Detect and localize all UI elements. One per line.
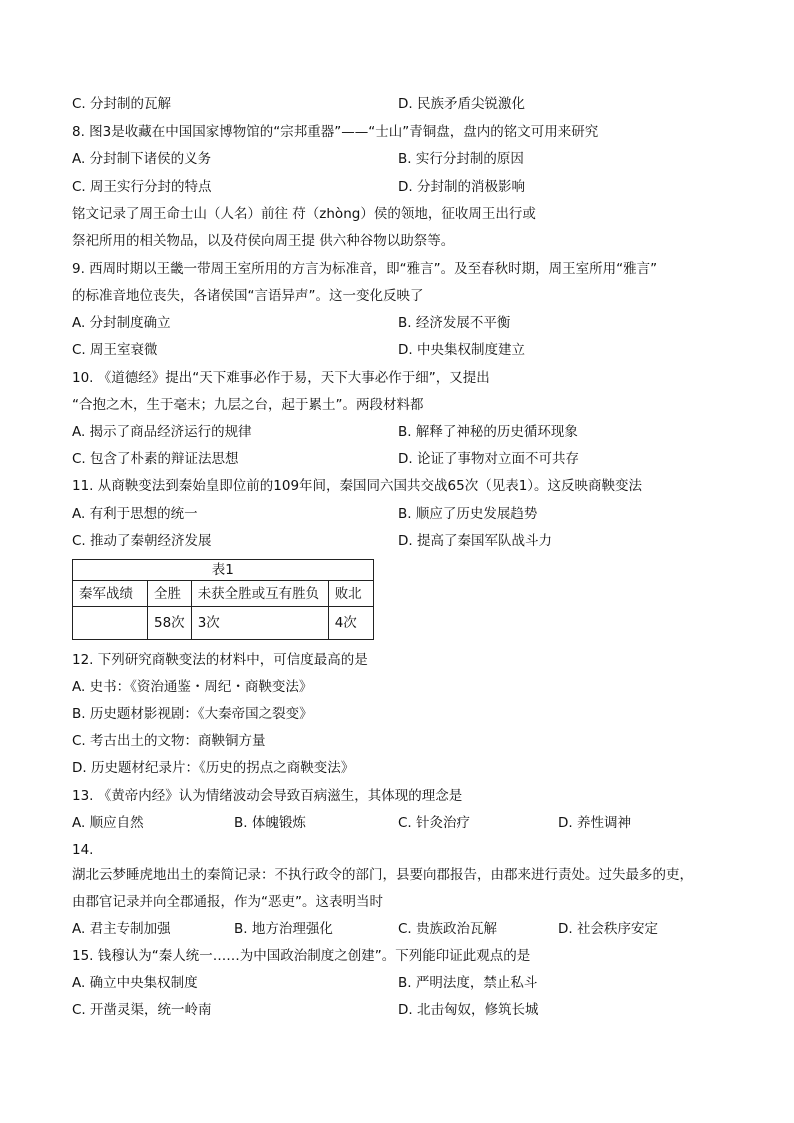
q13-option-c: C. 针灸治疗 bbox=[398, 815, 471, 831]
q11-stem: 11. 从商鞅变法到秦始皇即位前的109年间，秦国同六国共交战65次（见表1）。这反映商鞅变法 bbox=[72, 478, 643, 494]
q9-option-d: D. 中央集权制度建立 bbox=[398, 342, 525, 358]
q14-stem-line-2: 由郡官记录并向全郡通报，作为“恶吏”。这表明当时 bbox=[72, 894, 383, 910]
q15-option-a: A. 确立中央集权制度 bbox=[72, 975, 198, 991]
table-cell: 58次 bbox=[148, 607, 192, 640]
q10-stem-line-2: “合抱之木，生于毫末；九层之台，起于累土”。两段材料都 bbox=[72, 397, 424, 413]
q8-material-line-2: 祭祀所用的相关物品，以及苻侯向周王提 供六种谷物以助祭等。 bbox=[72, 233, 455, 249]
q14-number: 14. bbox=[72, 842, 94, 858]
q14-stem-line-1: 湖北云梦睡虎地出土的秦简记录：不执行政令的部门，县要向郡报告，由郡来进行责处。过失最多的吏， bbox=[72, 867, 693, 883]
q9-stem-line-1: 9. 西周时期以王畿一带周王室所用的方言为标准音，即“雅言”。及至春秋时期，周王室所用“雅言” bbox=[72, 261, 658, 277]
q14-option-b: B. 地方治理强化 bbox=[234, 921, 333, 937]
q9-option-c: C. 周王室衰微 bbox=[72, 342, 158, 358]
q11-option-b: B. 顺应了历史发展趋势 bbox=[398, 506, 538, 522]
q14-option-a: A. 君主专制加强 bbox=[72, 921, 171, 937]
q12-option-d: D. 历史题材纪录片：《历史的拐点之商鞅变法》 bbox=[72, 760, 355, 776]
table-header-cell: 未获全胜或互有胜负 bbox=[191, 581, 328, 607]
q10-option-c: C. 包含了朴素的辩证法思想 bbox=[72, 451, 239, 467]
q14-option-c: C. 贵族政治瓦解 bbox=[398, 921, 498, 937]
q8-option-d: D. 分封制的消极影响 bbox=[398, 179, 525, 195]
q8-option-c: C. 周王实行分封的特点 bbox=[72, 179, 212, 195]
q12-option-b: B. 历史题材影视剧：《大秦帝国之裂变》 bbox=[72, 706, 313, 722]
q7-option-d: D. 民族矛盾尖锐激化 bbox=[398, 96, 525, 112]
q12-stem: 12. 下列研究商鞅变法的材料中，可信度最高的是 bbox=[72, 652, 368, 668]
q15-option-c: C. 开凿灵渠，统一岭南 bbox=[72, 1002, 212, 1018]
table-row bbox=[73, 607, 374, 640]
q9-stem-line-2: 的标准音地位丧失，各诸侯国“言语异声”。这一变化反映了 bbox=[72, 288, 424, 304]
q15-option-b: B. 严明法度，禁止私斗 bbox=[398, 975, 538, 991]
q10-option-d: D. 论证了事物对立面不可共存 bbox=[398, 451, 579, 467]
q12-option-c: C. 考古出土的文物：商鞅铜方量 bbox=[72, 733, 266, 749]
q9-option-b: B. 经济发展不平衡 bbox=[398, 315, 511, 331]
table-header-row bbox=[73, 581, 374, 607]
q13-option-a: A. 顺应自然 bbox=[72, 815, 144, 831]
q10-option-b: B. 解释了神秘的历史循环现象 bbox=[398, 424, 578, 440]
table-cell: 3次 bbox=[191, 607, 328, 640]
q14-option-d: D. 社会秩序安定 bbox=[558, 921, 658, 937]
table-header-cell: 败北 bbox=[328, 581, 373, 607]
q11-option-c: C. 推动了秦朝经济发展 bbox=[72, 533, 212, 549]
table-header-cell: 秦军战绩 bbox=[73, 581, 148, 607]
q8-option-a: A. 分封制下诸侯的义务 bbox=[72, 151, 212, 167]
q13-option-d: D. 养性调神 bbox=[558, 815, 631, 831]
q8-material-line-1: 铭文记录了周王命士山（人名）前往 苻（zhòng）侯的领地，征收周王出行或 bbox=[72, 206, 536, 222]
q15-stem: 15. 钱穆认为“秦人统一……为中国政治制度之创建”。下列能印证此观点的是 bbox=[72, 948, 531, 964]
q9-option-a: A. 分封制度确立 bbox=[72, 315, 171, 331]
table-cell: 4次 bbox=[328, 607, 373, 640]
q13-option-b: B. 体魄锻炼 bbox=[234, 815, 306, 831]
q11-option-d: D. 提高了秦国军队战斗力 bbox=[398, 533, 552, 549]
battle-record-table bbox=[72, 559, 374, 640]
q11-option-a: A. 有利于思想的统一 bbox=[72, 506, 198, 522]
q10-stem-line-1: 10. 《道德经》提出“天下难事必作于易，天下大事必作于细”，又提出 bbox=[72, 370, 490, 386]
q7-option-c: C. 分封制的瓦解 bbox=[72, 96, 172, 112]
q15-option-d: D. 北击匈奴，修筑长城 bbox=[398, 1002, 539, 1018]
q13-stem: 13. 《黄帝内经》认为情绪波动会导致百病滋生，其体现的理念是 bbox=[72, 788, 463, 804]
q8-option-b: B. 实行分封制的原因 bbox=[398, 151, 524, 167]
table-header-cell: 全胜 bbox=[148, 581, 192, 607]
q12-option-a: A. 史书：《资治通鉴・周纪・商鞅变法》 bbox=[72, 679, 313, 695]
q10-option-a: A. 揭示了商品经济运行的规律 bbox=[72, 424, 252, 440]
table-caption: 表1 bbox=[73, 560, 374, 581]
q8-stem: 8. 图3是收藏在中国国家博物馆的“宗邦重器”——“士山”青铜盘，盘内的铭文可用来研究 bbox=[72, 124, 599, 140]
table-cell bbox=[73, 607, 148, 640]
